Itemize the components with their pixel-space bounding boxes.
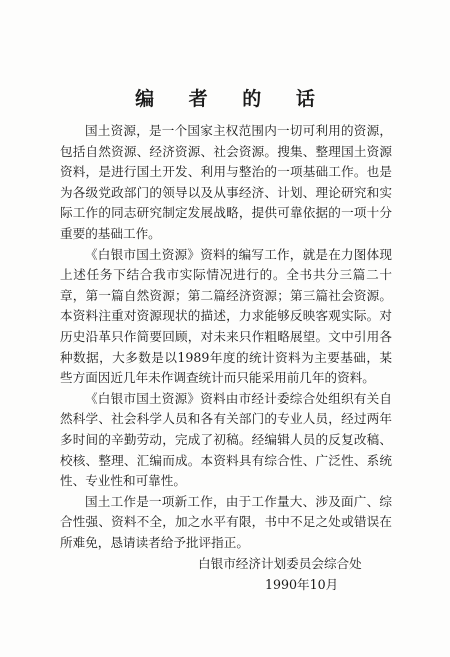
paragraph-1: 国土资源，是一个国家主权范围内一切可利用的资源，包括自然资源、经济资源、社会资源。搜集、整理国土资源资料，是进行国土开发、利用与整治的一项基础工作。也是为各级党政部门的领导以及从事经济、计划、理论研究和实际工作的同志研究制定发展战略，提供可靠依据的一项十分重要的基础工作。 xyxy=(60,123,392,241)
signature-organization: 白银市经济计划委员会综合处 xyxy=(198,556,362,571)
paragraph-4: 国土工作是一项新工作，由于工作量大、涉及面广、综合性强、资料不全，加之水平有限，书中不足之处或错误在所难免，恳请读者给予批评指正。 xyxy=(60,493,392,550)
editor-note-body xyxy=(60,121,392,553)
page-title: 编 者 的 话 xyxy=(135,88,329,110)
paragraph-2: 《白银市国土资源》资料的编写工作，就是在力图体现上述任务下结合我市实际情况进行的。全书共分三篇二十章，第一篇自然资源；第二篇经济资源；第三篇社会资源。本资料注重对资源现状的描述，力求能够反映客观实际。对历史沿革只作简要回顾，对未来只作粗略展望。文中引用各种数据，大多数是以1989年度的统计资料为主要基础，某些方面因近几年未作调查统计而只能采用前几年的资料。 xyxy=(60,246,392,386)
signature-date: 1990年10月 xyxy=(265,577,339,592)
paragraph-3: 《白银市国土资源》资料由市经计委综合处组织有关自然科学、社会科学人员和各有关部门的专业人员，经过两年多时间的辛勤劳动，完成了初稿。经编辑人员的反复改稿、校核、整理、汇编而成。本资料具有综合性、广泛性、系统性、专业性和可靠性。 xyxy=(60,390,392,489)
